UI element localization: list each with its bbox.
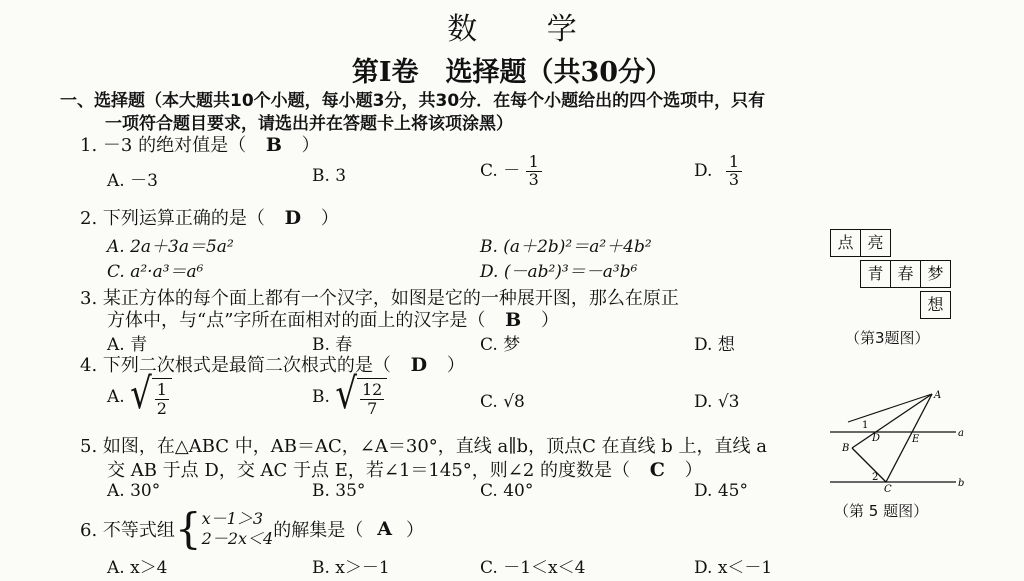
question-1-option-b: B. 3 bbox=[312, 166, 347, 186]
question-5-option-a: A. 30° bbox=[107, 481, 161, 501]
question-6-close: ） bbox=[405, 520, 424, 541]
question-3-option-b: B. 春 bbox=[312, 335, 353, 355]
option-d-prefix: D. bbox=[694, 160, 713, 181]
question-5-option-c: C. 40° bbox=[480, 481, 534, 501]
label-C: C bbox=[884, 484, 892, 494]
square-root: √ $\frac{1}{2}$ bbox=[130, 378, 172, 417]
label-line-a: a bbox=[958, 428, 964, 439]
question-3-text: 方体中，与“点”字所在面相对的面上的汉字是（ bbox=[107, 310, 486, 331]
label-A: A bbox=[934, 390, 942, 401]
question-6-option-d: D. x＜－1 bbox=[694, 558, 773, 578]
question-4-option-a bbox=[107, 369, 172, 420]
inequality-1: x－1＞3 bbox=[201, 509, 264, 528]
net-cell: 梦 bbox=[920, 260, 951, 288]
net-cell: 想 bbox=[920, 291, 951, 319]
side-bc bbox=[852, 448, 886, 482]
question-3-close: ） bbox=[540, 310, 559, 331]
fraction bbox=[357, 378, 387, 417]
question-4-close: ） bbox=[446, 355, 465, 376]
question-6-text: 6. 不等式组 bbox=[80, 520, 175, 541]
question-4-answer: D bbox=[410, 354, 428, 376]
question-6-text-2: 的解集是（ bbox=[273, 520, 364, 541]
question-1-option-c bbox=[480, 154, 542, 189]
question-3-answer: B bbox=[505, 309, 522, 331]
question-2-option-b: B. (a＋2b)²＝a²＋4b² bbox=[480, 237, 652, 257]
question-1-stem bbox=[80, 131, 320, 157]
net-cell: 青 bbox=[860, 260, 891, 288]
question-6-stem bbox=[80, 504, 424, 553]
brace: { bbox=[174, 504, 202, 553]
question-2-text: 2. 下列运算正确的是（ bbox=[80, 208, 265, 229]
question-1-answer: B bbox=[265, 134, 282, 156]
inequality-system bbox=[202, 509, 274, 549]
fraction bbox=[152, 378, 172, 417]
question-1-close: ） bbox=[301, 135, 320, 156]
question-6-answer: A bbox=[377, 518, 392, 540]
numerator: 1 bbox=[156, 380, 167, 399]
question-3-option-c: C. 梦 bbox=[480, 335, 521, 355]
label-angle-2: 2 bbox=[872, 472, 879, 483]
numerator: 12 bbox=[361, 380, 383, 399]
question-3-option-a: A. 青 bbox=[107, 335, 148, 355]
denominator: 7 bbox=[367, 398, 378, 418]
question-5-close: ） bbox=[684, 460, 703, 481]
question-5-answer: C bbox=[649, 459, 665, 481]
label-line-b: b bbox=[958, 478, 965, 489]
option-a-prefix: A. bbox=[107, 387, 125, 408]
question-2-stem bbox=[80, 204, 339, 230]
question-2-option-d: D. (－ab²)³＝－a³b⁶ bbox=[480, 262, 638, 282]
denominator: 3 bbox=[728, 169, 740, 189]
question-1-option-d bbox=[694, 154, 742, 189]
triangle-figure bbox=[830, 388, 970, 494]
question-2-option-a: A. 2a＋3a＝5a² bbox=[107, 237, 234, 257]
numerator: 1 bbox=[726, 154, 742, 172]
label-D: D bbox=[872, 433, 881, 444]
question-5-line2 bbox=[107, 456, 703, 482]
section-title: 第Ⅰ卷 选择题（共30分） bbox=[351, 57, 673, 88]
option-b-prefix: B. bbox=[312, 387, 330, 408]
question-3-option-d: D. 想 bbox=[694, 335, 735, 355]
fraction bbox=[526, 154, 542, 189]
fraction bbox=[726, 154, 742, 189]
net-cell: 春 bbox=[890, 260, 921, 288]
option-c-prefix: C. － bbox=[480, 160, 521, 181]
question-4-option-b bbox=[312, 369, 387, 420]
figure-5-caption: （第 5 题图） bbox=[834, 502, 929, 520]
question-2-answer: D bbox=[284, 207, 302, 229]
square-root: √ $\frac{12}{7}$ bbox=[335, 378, 387, 417]
question-6-option-a: A. x＞4 bbox=[107, 558, 168, 578]
numerator: 1 bbox=[526, 154, 542, 172]
section-instructions-line1: 一、选择题（本大题共10个小题，每小题3分，共30分．在每个小题给出的四个选项中，只有 bbox=[60, 91, 766, 111]
question-1-text: 1. －3 的绝对值是（ bbox=[80, 135, 247, 156]
question-4-option-d: D. √3 bbox=[694, 392, 740, 412]
question-2-close: ） bbox=[320, 208, 339, 229]
question-6-option-b: B. x＞－1 bbox=[312, 558, 390, 578]
question-3-line2 bbox=[107, 306, 559, 332]
section-instructions-line2: 一项符合题目要求，请选出并在答题卡上将该项涂黑） bbox=[105, 114, 513, 134]
label-angle-1: 1 bbox=[862, 420, 869, 431]
net-cell: 亮 bbox=[860, 229, 891, 257]
question-5-option-d: D. 45° bbox=[694, 481, 748, 501]
question-1-option-a: A. －3 bbox=[107, 171, 158, 191]
label-B: B bbox=[842, 443, 850, 454]
label-E: E bbox=[912, 434, 920, 445]
question-4-option-c: C. √8 bbox=[480, 392, 525, 412]
question-6-option-c: C. －1＜x＜4 bbox=[480, 558, 586, 578]
denominator: 2 bbox=[156, 398, 167, 418]
question-5-text: 交 AB 于点 D，交 AC 于点 E，若∠1＝145°，则∠2 的度数是（ bbox=[107, 460, 631, 481]
page-title: 数 学 bbox=[447, 12, 607, 47]
question-5-option-b: B. 35° bbox=[312, 481, 366, 501]
question-5-line1: 5. 如图，在△ABC 中，AB＝AC，∠A＝30°，直线 a∥b，顶点C 在直线 b 上，直线 a bbox=[80, 436, 767, 457]
net-cell: 点 bbox=[830, 229, 861, 257]
question-3-line1: 3. 某正方体的每个面上都有一个汉字，如图是它的一种展开图，那么在原正 bbox=[80, 288, 679, 309]
denominator: 3 bbox=[528, 169, 539, 189]
question-2-option-c: C. a²·a³＝a⁶ bbox=[107, 262, 204, 282]
question-4-text: 4. 下列二次根式是最简二次根式的是（ bbox=[80, 355, 391, 376]
inequality-2: 2－2x＜4 bbox=[201, 529, 274, 548]
figure-3-caption: （第3题图） bbox=[845, 329, 930, 347]
